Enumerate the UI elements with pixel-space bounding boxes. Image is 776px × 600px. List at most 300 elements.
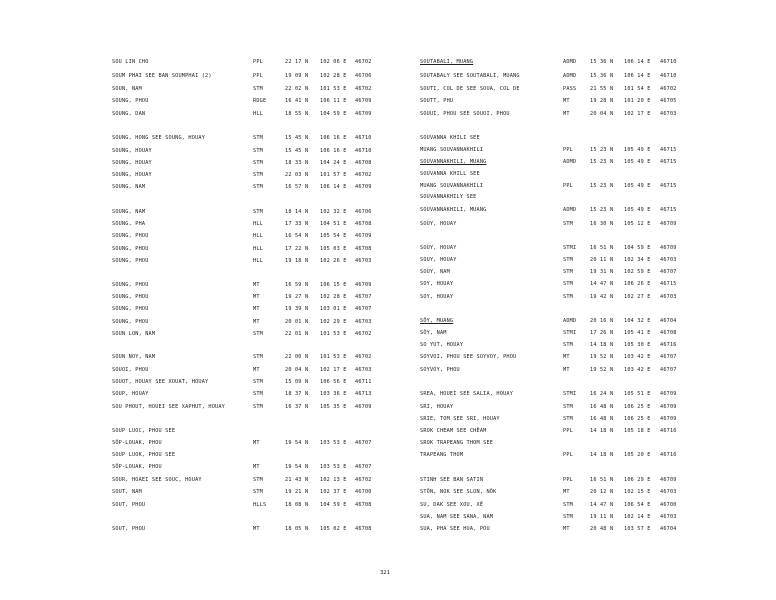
entry-code: 46703 (355, 258, 372, 264)
entry-lon: 102 06 E (320, 59, 347, 65)
entry-code: 46708 (355, 160, 372, 166)
entry-type: PPL (253, 73, 263, 79)
entry-lat: 19 28 N (590, 98, 614, 104)
entry-code: 46702 (355, 86, 372, 92)
entry-lat: 18 55 N (285, 111, 309, 117)
entry-lat: 18 08 N (285, 502, 309, 508)
entry-lat: 16 57 N (285, 184, 309, 190)
entry-lat: 16 41 N (285, 98, 309, 104)
entry-type: HLLS (253, 502, 267, 508)
entry-code: 46703 (660, 257, 677, 263)
entry-lat: 22 17 N (285, 59, 309, 65)
entry-lat: 14 18 N (590, 428, 614, 434)
entry-lon: 101 53 E (320, 354, 347, 360)
entry-lat: 19 09 N (285, 73, 309, 79)
entry-code: 46705 (660, 98, 677, 104)
entry-name: STÔN, NOK SEE SLON, NÔK (420, 489, 497, 495)
entry-type: HLL (253, 221, 263, 227)
entry-lat: 22 00 N (285, 354, 309, 360)
entry-code: 46715 (660, 147, 677, 153)
entry-type: MT (563, 489, 570, 495)
entry-lon: 103 53 E (320, 440, 347, 446)
entry-type: MT (253, 440, 260, 446)
entry-code: 46707 (660, 269, 677, 275)
entry-name: SOUN NOY, NAM (112, 354, 156, 360)
entry-type: MT (253, 367, 260, 373)
entry-type: STM (253, 354, 263, 360)
entry-lon: 102 59 E (624, 269, 651, 275)
entry-name: SOUN LON, NAM (112, 331, 156, 337)
entry-name: STINH SEE BAN SATIN (420, 477, 484, 483)
entry-lon: 101 54 E (624, 86, 651, 92)
entry-name: SOUP LUOK, PHOU SEE (112, 452, 176, 458)
entry-lat: 22 03 N (285, 172, 309, 178)
entry-type: ADMD (563, 73, 577, 79)
entry-lat: 18 37 N (285, 391, 309, 397)
entry-type: STM (253, 477, 263, 483)
entry-type: STM (563, 342, 573, 348)
entry-type: STM (253, 391, 263, 397)
entry-code: 46715 (660, 207, 677, 213)
entry-type: ADMD (563, 318, 577, 324)
entry-type: STM (253, 209, 263, 215)
entry-name: SOUNG, PHOU (112, 98, 149, 104)
entry-lon: 104 59 E (624, 245, 651, 251)
entry-lon: 105 49 E (624, 159, 651, 165)
entry-lat: 15 23 N (590, 207, 614, 213)
entry-type: PPL (563, 477, 573, 483)
entry-lon: 101 20 E (624, 98, 651, 104)
entry-type: STM (253, 148, 263, 154)
entry-name: SOUNG, DAN (112, 111, 146, 117)
entry-name: SOUT, PHOU (112, 526, 146, 532)
entry-type: MT (253, 464, 260, 470)
entry-type: STM (563, 416, 573, 422)
entry-code: 46702 (355, 59, 372, 65)
entry-lon: 105 30 E (624, 342, 651, 348)
entry-type: STM (253, 160, 263, 166)
entry-code: 46711 (355, 379, 372, 385)
entry-name: SÔY, MUANG (420, 318, 454, 324)
entry-name: SOUNG, HOUAY (112, 172, 152, 178)
entry-lat: 20 12 N (590, 489, 614, 495)
entry-name: SOUNG, PHOU (112, 233, 149, 239)
entry-lon: 104 59 E (320, 111, 347, 117)
entry-name: SOYVOI, PHOU SEE SOYVOY, PHOU (420, 354, 517, 360)
entry-lat: 15 36 N (590, 59, 614, 65)
entry-lon: 102 14 E (624, 514, 651, 520)
page-number: 321 (380, 570, 390, 576)
entry-type: STM (563, 269, 573, 275)
entry-name: SOUY, NAM (420, 269, 450, 275)
entry-lon: 102 34 E (624, 257, 651, 263)
entry-lon: 105 02 E (320, 526, 347, 532)
entry-lon: 104 24 E (320, 160, 347, 166)
entry-lon: 106 25 E (624, 416, 651, 422)
entry-lon: 101 53 E (320, 86, 347, 92)
entry-lat: 21 55 N (590, 86, 614, 92)
entry-code: 46716 (660, 342, 677, 348)
entry-lon: 106 16 E (320, 135, 347, 141)
entry-code: 46702 (355, 477, 372, 483)
entry-name: SOUNG, PHOU (112, 294, 149, 300)
entry-lon: 105 41 E (624, 330, 651, 336)
entry-code: 46706 (355, 209, 372, 215)
entry-lat: 16 48 N (590, 416, 614, 422)
entry-code: 46703 (660, 514, 677, 520)
entry-type: STM (563, 257, 573, 263)
entry-name: SOUNG, PHOU (112, 246, 149, 252)
entry-lon: 102 15 E (624, 489, 651, 495)
entry-name: SUA, NAM SEE SANA, NAM (420, 514, 494, 520)
entry-name: SOUOT, HOUAY SEE XOUAT, HOUAY (112, 379, 209, 385)
entry-type: RDGE (253, 98, 267, 104)
entry-lon: 103 36 E (320, 391, 347, 397)
entry-type: STM (253, 135, 263, 141)
entry-lat: 16 37 N (285, 404, 309, 410)
entry-name: SROK CHEAM SEE CHÊAM (420, 428, 487, 434)
entry-name: SOYVOY, PHOU (420, 367, 460, 373)
entry-type: MT (563, 111, 570, 117)
entry-code: 46708 (355, 526, 372, 532)
entry-type: STM (253, 184, 263, 190)
entry-lat: 15 23 N (590, 183, 614, 189)
entry-type: STM (563, 294, 573, 300)
entry-lat: 15 23 N (590, 159, 614, 165)
entry-code: 46707 (355, 440, 372, 446)
entry-type: HLL (253, 233, 263, 239)
entry-name: SOUN, NAM (112, 86, 142, 92)
entry-code: 46709 (355, 404, 372, 410)
entry-lat: 19 21 N (285, 489, 309, 495)
entry-lat: 18 33 N (285, 160, 309, 166)
entry-code: 46704 (660, 318, 677, 324)
entry-code: 46709 (355, 184, 372, 190)
entry-type: STM (563, 281, 573, 287)
entry-code: 46710 (660, 59, 677, 65)
entry-code: 46703 (355, 367, 372, 373)
entry-lat: 20 48 N (590, 526, 614, 532)
entry-code: 46708 (355, 502, 372, 508)
entry-type: MT (253, 306, 260, 312)
entry-code: 46704 (660, 526, 677, 532)
entry-name: SÔP-LOUAK, PHOU (112, 440, 162, 446)
entry-lat: 16 54 N (285, 233, 309, 239)
entry-lon: 102 28 E (320, 73, 347, 79)
entry-name: SOUTI, COL DE SEE SOUA, COL DE (420, 86, 520, 92)
entry-type: MT (253, 319, 260, 325)
entry-type: MT (563, 98, 570, 104)
entry-lon: 105 35 E (320, 404, 347, 410)
entry-code: 46707 (355, 306, 372, 312)
entry-name: TRAPEANG THOM (420, 452, 464, 458)
entry-name: SOU PHOUT, HOUEI SEE XAPHUT, HOUAY (112, 404, 225, 410)
entry-name: SOUNG, PHOU (112, 282, 149, 288)
entry-type: PPL (563, 428, 573, 434)
entry-lat: 19 54 N (285, 464, 309, 470)
entry-lon: 104 51 E (320, 221, 347, 227)
entry-lat: 16 51 N (590, 245, 614, 251)
entry-name: SOUTT, PHU (420, 98, 454, 104)
entry-name: SOUVANNAKHILY SEE (420, 194, 477, 200)
entry-name: SOUR, HOAEI SEE SOUC, HOUAY (112, 477, 202, 483)
entry-code: 46709 (355, 282, 372, 288)
entry-name: SOU LIN CHO (112, 59, 149, 65)
entry-code: 46708 (660, 330, 677, 336)
entry-code: 46703 (355, 319, 372, 325)
entry-type: STM (253, 172, 263, 178)
entry-lat: 17 22 N (285, 246, 309, 252)
entry-lat: 14 18 N (590, 342, 614, 348)
entry-lon: 103 42 E (624, 354, 651, 360)
entry-lon: 106 15 E (320, 282, 347, 288)
entry-lat: 20 01 N (285, 319, 309, 325)
entry-lon: 102 17 E (320, 367, 347, 373)
entry-lon: 102 27 E (624, 294, 651, 300)
entry-type: STM (253, 331, 263, 337)
entry-name: SÔP-LOUAK, PHOU (112, 464, 162, 470)
entry-type: MT (253, 294, 260, 300)
entry-name: SOY, HOUAY (420, 294, 454, 300)
entry-type: STM (563, 514, 573, 520)
entry-code: 46707 (355, 294, 372, 300)
entry-lon: 106 11 E (320, 98, 347, 104)
entry-lon: 103 42 E (624, 367, 651, 373)
entry-name: SOUT, PHOU (112, 502, 146, 508)
entry-lat: 14 47 N (590, 281, 614, 287)
entry-code: 46708 (355, 246, 372, 252)
entry-name: SOUTABALY SEE SOUTABALI, MUANG (420, 73, 520, 79)
entry-lon: 103 53 E (320, 464, 347, 470)
entry-name: SROK TRAPEANG THOM SEE (420, 440, 494, 446)
entry-lon: 104 59 E (320, 502, 347, 508)
entry-lat: 19 31 N (590, 269, 614, 275)
entry-lat: 17 33 N (285, 221, 309, 227)
entry-type: PPL (563, 147, 573, 153)
entry-name: SRIE, TOM SEE SRI, HOUAY (420, 416, 500, 422)
entry-name: SUA, PHA SEE HUA, POU (420, 526, 490, 532)
entry-lon: 102 28 E (320, 294, 347, 300)
entry-name: SOUM PHAI SEE BAN SOUMPHAI (2) (112, 73, 212, 79)
entry-lon: 105 03 E (320, 246, 347, 252)
entry-code: 46709 (355, 111, 372, 117)
entry-code: 46702 (660, 86, 677, 92)
entry-code: 46710 (355, 148, 372, 154)
entry-lat: 19 52 N (590, 367, 614, 373)
entry-code: 46702 (355, 172, 372, 178)
entry-type: STM (563, 221, 573, 227)
entry-lat: 20 16 N (590, 318, 614, 324)
entry-lat: 19 18 N (285, 258, 309, 264)
entry-code: 46709 (660, 404, 677, 410)
entry-lat: 22 01 N (285, 331, 309, 337)
entry-name: SOUY, HOUAY (420, 257, 457, 263)
entry-code: 46709 (660, 221, 677, 227)
entry-lat: 18 05 N (285, 526, 309, 532)
entry-code: 46715 (660, 159, 677, 165)
entry-code: 46709 (355, 98, 372, 104)
entry-lat: 17 26 N (590, 330, 614, 336)
entry-code: 46709 (660, 391, 677, 397)
entry-type: STM (563, 502, 573, 508)
entry-type: MT (563, 354, 570, 360)
entry-code: 46716 (660, 428, 677, 434)
entry-name: SOUVANNAKHILI, MUANG (420, 159, 487, 165)
entry-lon: 102 29 E (320, 319, 347, 325)
entry-name: SOUTABALI, MUANG (420, 59, 474, 65)
entry-lon: 106 14 E (320, 184, 347, 190)
entry-code: 46710 (355, 135, 372, 141)
entry-code: 46703 (660, 294, 677, 300)
entry-lat: 16 51 N (590, 477, 614, 483)
entry-name: SOUVANNAKHILI, MUANG (420, 207, 487, 213)
entry-name: MUANG SOUVANNAKHILI (420, 183, 484, 189)
entry-type: STM (253, 404, 263, 410)
entry-lat: 18 14 N (285, 209, 309, 215)
entry-type: HLL (253, 258, 263, 264)
entry-name: SOUT, NAM (112, 489, 142, 495)
entry-lon: 105 49 E (624, 147, 651, 153)
entry-type: MT (253, 526, 260, 532)
entry-lat: 15 36 N (590, 73, 614, 79)
entry-type: MT (563, 367, 570, 373)
entry-name: SOUUI, PHOU SEE SOUOI, PHOU (420, 111, 510, 117)
entry-type: STM (563, 404, 573, 410)
entry-lat: 14 18 N (590, 452, 614, 458)
entry-lat: 19 27 N (285, 294, 309, 300)
entry-code: 46703 (660, 489, 677, 495)
entry-code: 46700 (660, 502, 677, 508)
entry-name: SOUNG, PHOU (112, 306, 149, 312)
entry-lon: 106 56 E (320, 379, 347, 385)
entry-name: SOUVANNA KHILL SEE (420, 171, 480, 177)
entry-name: SO YUT, HOUAY (420, 342, 464, 348)
entry-lat: 16 59 N (285, 282, 309, 288)
entry-type: MT (253, 282, 260, 288)
entry-lat: 16 24 N (590, 391, 614, 397)
entry-lon: 102 32 E (320, 209, 347, 215)
entry-lat: 15 09 N (285, 379, 309, 385)
entry-lat: 19 52 N (590, 354, 614, 360)
entry-name: SU, DAK SEE XOU, XÊ (420, 502, 484, 508)
entry-lat: 16 30 N (590, 221, 614, 227)
entry-lat: 19 39 N (285, 306, 309, 312)
entry-lon: 101 57 E (320, 172, 347, 178)
entry-name: SOUOI, PHOU (112, 367, 149, 373)
entry-lon: 105 18 E (624, 428, 651, 434)
entry-code: 46713 (355, 391, 372, 397)
entry-lon: 102 37 E (320, 489, 347, 495)
entry-type: HLL (253, 246, 263, 252)
entry-type: PPL (563, 183, 573, 189)
entry-code: 46716 (660, 452, 677, 458)
entry-lat: 19 54 N (285, 440, 309, 446)
entry-code: 46707 (660, 367, 677, 373)
entry-lon: 102 13 E (320, 477, 347, 483)
entry-type: HLL (253, 111, 263, 117)
entry-code: 46709 (355, 233, 372, 239)
entry-name: SRI, HOUAY (420, 404, 454, 410)
entry-lon: 104 32 E (624, 318, 651, 324)
entry-lat: 15 23 N (590, 147, 614, 153)
entry-lon: 106 14 E (624, 59, 651, 65)
entry-type: STMI (563, 330, 577, 336)
entry-lon: 105 49 E (624, 183, 651, 189)
entry-code: 46709 (660, 477, 677, 483)
entry-type: MT (563, 526, 570, 532)
entry-lon: 105 20 E (624, 452, 651, 458)
entry-name: SÔY, NAM (420, 330, 447, 336)
entry-lon: 106 54 E (624, 502, 651, 508)
entry-type: PASS (563, 86, 577, 92)
entry-type: ADMD (563, 59, 577, 65)
entry-name: MUANG SOUVANNAKHILI (420, 147, 484, 153)
entry-name: SOUNG, PHOU (112, 258, 149, 264)
entry-type: STM (253, 379, 263, 385)
entry-type: PPL (563, 452, 573, 458)
entry-lon: 103 01 E (320, 306, 347, 312)
entry-name: SOUNG, HOUAY (112, 160, 152, 166)
entry-type: PPL (253, 59, 263, 65)
entry-code: 46700 (355, 489, 372, 495)
entry-code: 46709 (660, 245, 677, 251)
entry-name: SOUY, HOUAY (420, 221, 457, 227)
entry-lon: 105 12 E (624, 221, 651, 227)
entry-name: SOUP LUOC, PHOU SEE (112, 428, 176, 434)
entry-type: ADMD (563, 207, 577, 213)
entry-lon: 102 17 E (624, 111, 651, 117)
entry-lon: 103 57 E (624, 526, 651, 532)
entry-name: SOUNG, NAM (112, 184, 146, 190)
entry-lon: 106 16 E (320, 148, 347, 154)
entry-code: 46710 (660, 73, 677, 79)
entry-lat: 15 45 N (285, 135, 309, 141)
entry-type: ADMD (563, 159, 577, 165)
entry-lon: 106 14 E (624, 73, 651, 79)
entry-name: SOY, HOUAY (420, 281, 454, 287)
entry-lon: 106 26 E (624, 281, 651, 287)
entry-code: 46706 (355, 73, 372, 79)
entry-lon: 106 25 E (624, 404, 651, 410)
entry-lat: 20 11 N (590, 257, 614, 263)
entry-code: 46702 (355, 331, 372, 337)
entry-lon: 105 49 E (624, 207, 651, 213)
entry-name: SOUNG, HOUAY (112, 148, 152, 154)
entry-code: 46715 (660, 281, 677, 287)
entry-code: 46708 (355, 221, 372, 227)
entry-type: STMI (563, 245, 577, 251)
entry-lat: 21 43 N (285, 477, 309, 483)
entry-name: SOUY, HOUAY (420, 245, 457, 251)
entry-lon: 106 29 E (624, 477, 651, 483)
entry-name: SOUNG, NAM (112, 209, 146, 215)
entry-lon: 105 51 E (624, 391, 651, 397)
entry-code: 46702 (355, 354, 372, 360)
entry-lon: 101 53 E (320, 331, 347, 337)
entry-type: STM (253, 86, 263, 92)
entry-lat: 15 45 N (285, 148, 309, 154)
entry-lon: 105 54 E (320, 233, 347, 239)
entry-name: SOUNG, PHA (112, 221, 146, 227)
entry-code: 46715 (660, 183, 677, 189)
entry-lat: 14 47 N (590, 502, 614, 508)
entry-code: 46707 (660, 354, 677, 360)
entry-lat: 20 04 N (285, 367, 309, 373)
entry-name: SREA, HOUEI SEE SALIA, HOUAY (420, 391, 514, 397)
entry-name: SOUNG, PHOU (112, 319, 149, 325)
entry-name: SOUVANNA KHILI SEE (420, 135, 480, 141)
entry-name: SOUNG, HONG SEE SOUNG, HOUAY (112, 135, 206, 141)
